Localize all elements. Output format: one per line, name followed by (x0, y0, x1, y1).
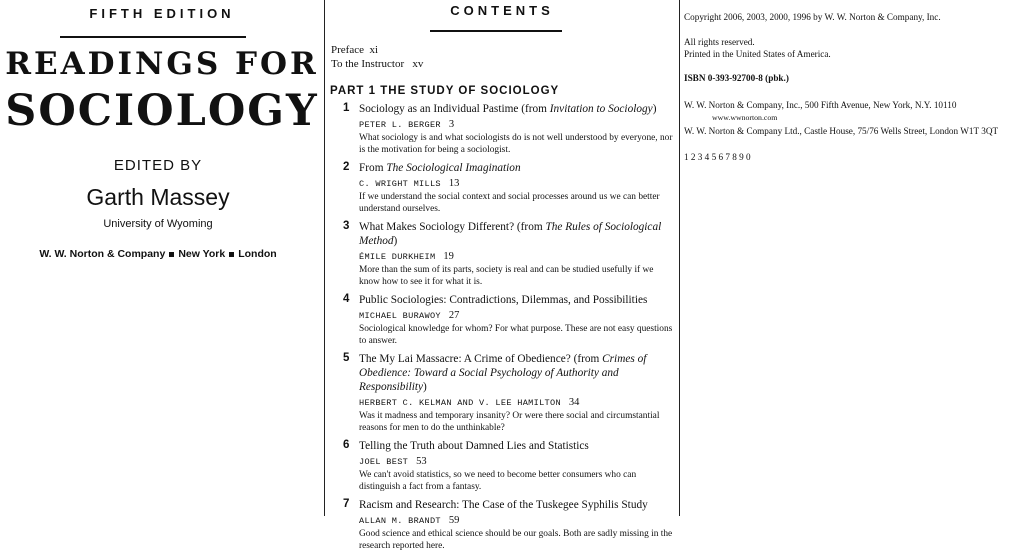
contents-entry[interactable] (325, 352, 679, 434)
editor-affiliation: University of Wyoming (103, 218, 213, 230)
publisher-city: New York (178, 248, 226, 260)
contents-entry[interactable] (325, 439, 679, 493)
entry-title-text: What Makes Sociology Different? (from (359, 221, 546, 233)
entry-number: 4 (343, 293, 350, 305)
entry-title (359, 439, 673, 453)
entry-title-text: The My Lai Massacre: A Crime of Obedience? (from (359, 353, 603, 365)
entry-title-italic: The Sociological Imagination (386, 162, 521, 174)
entry-title-suffix: ) (423, 381, 427, 393)
entry-author-line (359, 396, 673, 410)
rights-line: All rights reserved. (684, 37, 755, 47)
entry-author-line (359, 455, 673, 469)
contents-entry[interactable] (325, 161, 679, 215)
contents-entry[interactable] (325, 220, 679, 288)
entry-page-number: 53 (416, 456, 427, 467)
entry-number: 5 (343, 352, 350, 364)
entry-page-number: 13 (448, 178, 460, 189)
entry-description: Good science and ethical science should be our goals. Both are sadly missing in the research reported here. (359, 529, 673, 551)
front-matter-page: xi (369, 44, 379, 56)
front-matter-label: Preface (331, 44, 364, 56)
square-bullet-icon (229, 252, 234, 257)
title-rule (60, 36, 246, 38)
entry-page-number: 19 (443, 251, 454, 262)
entry-number: 6 (343, 439, 350, 451)
entry-author: PETER L. BERGER (359, 120, 441, 130)
isbn-line: ISBN 0-393-92700-8 (pbk.) (684, 73, 789, 83)
part-heading: PART 1 THE STUDY OF SOCIOLOGY (330, 85, 560, 97)
entry-author-line (359, 309, 673, 323)
entry-title (359, 352, 673, 394)
front-matter-label: To the Instructor (331, 58, 405, 70)
front-matter-page: xv (412, 58, 424, 70)
us-address-line: W. W. Norton & Company, Inc., 500 Fifth Avenue, New York, N.Y. 10110 (684, 100, 957, 110)
entry-title-text: Racism and Research: The Case of the Tuskegee Syphilis Study (359, 499, 648, 511)
entry-title-italic: Invitation to Sociology (549, 103, 653, 115)
entry-description: If we understand the social context and social processes around us we can better understand ourselves. (359, 192, 660, 214)
entry-author: HERBERT C. KELMAN AND V. LEE HAMILTON (359, 398, 561, 408)
entry-title-text: Public Sociologies: Contradictions, Dilemmas, and Possibilities (359, 294, 648, 306)
contents-entries (325, 102, 679, 557)
entry-title-text: Sociology as an Individual Pastime (from (359, 103, 550, 115)
printing-number-line: 1 2 3 4 5 6 7 8 9 0 (684, 152, 751, 162)
entry-author-line (359, 118, 673, 132)
entry-title-text: Telling the Truth about Damned Lies and Statistics (359, 440, 589, 452)
uk-address-line: W. W. Norton & Company Ltd., Castle House, 75/76 Wells Street, London W1T 3QT (684, 126, 999, 136)
copyright-line: Copyright 2006, 2003, 2000, 1996 by W. W. Norton & Company, Inc. (684, 12, 941, 22)
entry-title (359, 102, 673, 116)
entry-title-italic: Crimes of Obedience: Toward a Social Psychology of Authority and Responsibility (359, 353, 647, 393)
entry-title (359, 161, 673, 175)
book-title-line2: SOCIOLOGY (5, 86, 319, 136)
book-title-line1: READINGS FOR (5, 46, 319, 82)
entry-author: JOEL BEST (359, 457, 409, 467)
entry-title-italic: The Rules of Sociological Method (359, 221, 662, 247)
entry-author-line (359, 514, 673, 528)
entry-title (359, 498, 673, 512)
entry-page-number: 3 (448, 119, 455, 130)
entry-description: Sociological knowledge for whom? For what purpose. These are not easy questions to answer. (359, 324, 673, 346)
printed-line: Printed in the United States of America. (684, 49, 831, 59)
entry-description: Was it madness and temporary insanity? Or were there social and circumstantial reasons for men to do the unthinkable? (359, 411, 660, 433)
publisher-city: London (238, 248, 277, 260)
entry-page-number: 27 (448, 310, 460, 321)
entry-author: ÉMILE DURKHEIM (359, 252, 436, 262)
contents-entry[interactable] (325, 498, 679, 552)
entry-author-line (359, 177, 673, 191)
entry-description: We can't avoid statistics, so we need to become better consumers who can distinguish a fact from a fantasy. (359, 470, 637, 492)
entry-number: 3 (343, 220, 350, 232)
contents-page (324, 0, 680, 551)
editor-name: Garth Massey (86, 184, 230, 210)
contents-entry[interactable] (325, 293, 679, 347)
entry-description: More than the sum of its parts, society is real and can be studied usefully if we know how to see it for what it is. (359, 265, 654, 287)
entry-author: MICHAEL BURAWOY (359, 311, 441, 321)
entry-number: 7 (343, 498, 350, 510)
copyright-page (680, 0, 1020, 516)
website-link[interactable]: www.wwnorton.com (712, 113, 778, 122)
publisher-line (0, 248, 316, 260)
publisher-name: W. W. Norton & Company (39, 248, 166, 260)
entry-page-number: 59 (448, 515, 460, 526)
contents-entry[interactable] (325, 102, 679, 156)
entry-author: C. WRIGHT MILLS (359, 179, 441, 189)
entry-number: 2 (343, 161, 350, 173)
entry-description: What sociology is and what sociologists do is not well understood by everyone, nor is the motivation for being a sociologist. (359, 133, 673, 155)
square-bullet-icon (169, 252, 174, 257)
contents-rule (430, 30, 562, 32)
entry-title (359, 293, 673, 307)
edition-label: FIFTH EDITION (89, 6, 235, 21)
contents-heading: CONTENTS (450, 3, 554, 18)
entry-title-text: From (359, 162, 387, 174)
front-matter-instructor[interactable] (331, 58, 423, 70)
entry-title-suffix: ) (393, 235, 398, 247)
entry-number: 1 (343, 102, 350, 114)
edited-by-label: EDITED BY (113, 157, 203, 174)
entry-author-line (359, 250, 673, 264)
entry-author: ALLAN M. BRANDT (359, 516, 441, 526)
entry-page-number: 34 (568, 397, 580, 408)
entry-title (359, 220, 673, 248)
front-matter-preface[interactable] (331, 44, 378, 56)
entry-title-suffix: ) (652, 103, 657, 115)
title-page (0, 0, 324, 516)
